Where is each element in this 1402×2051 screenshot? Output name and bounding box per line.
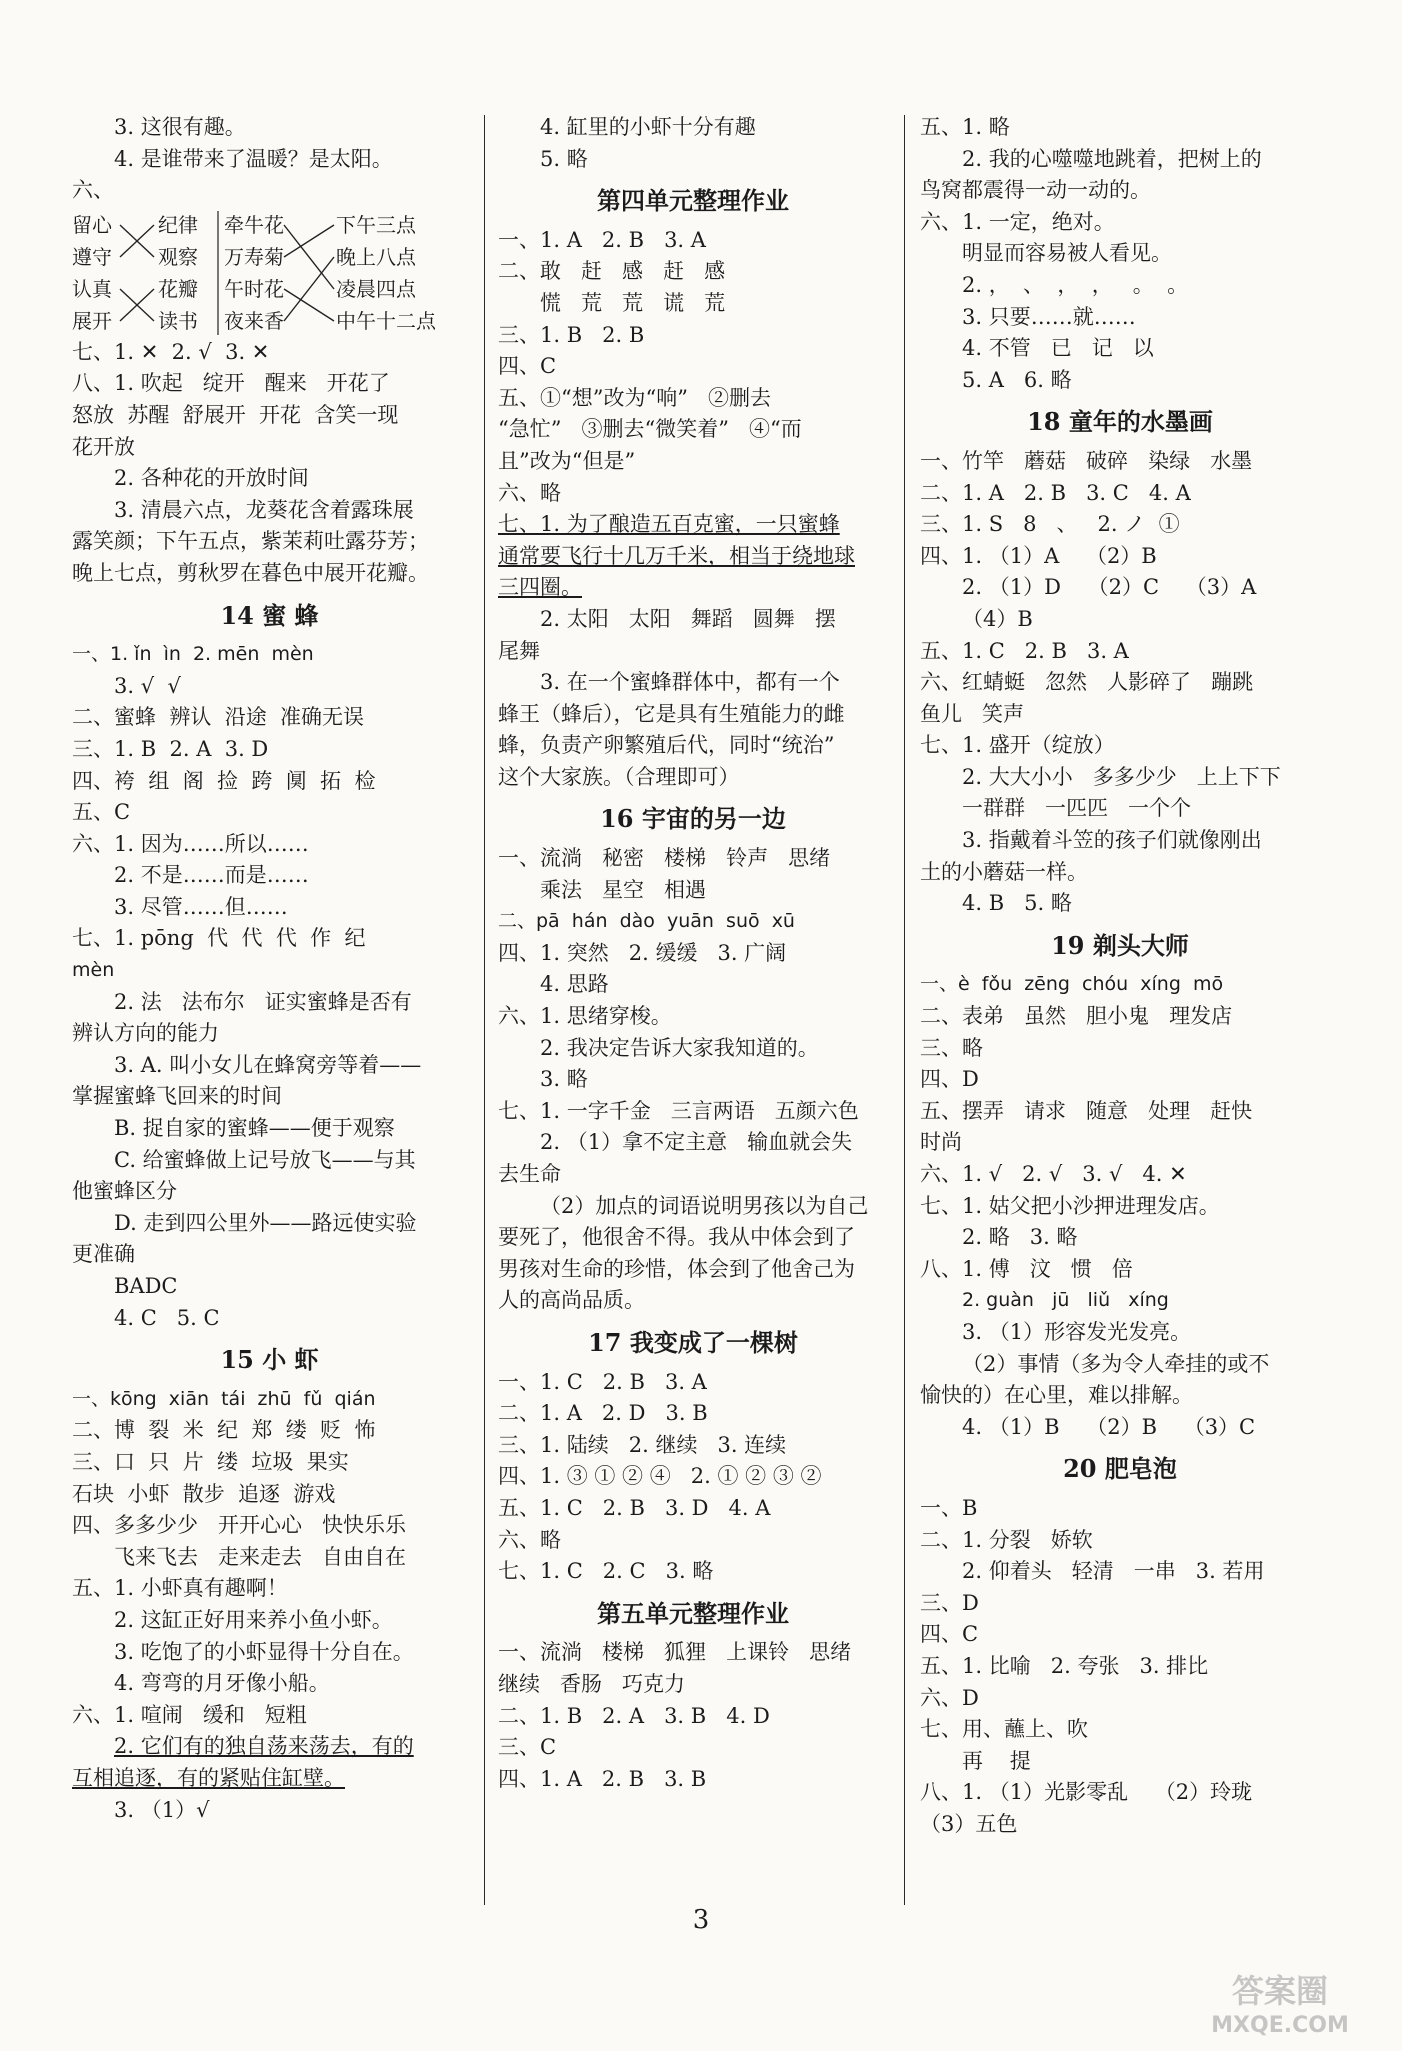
answer-line: 要死了，他很舍不得。我从中体会到了 — [498, 1225, 855, 1250]
answer-line: 一、B — [920, 1495, 978, 1520]
answer-line: 2. 这缸正好用来养小鱼小虾。 — [114, 1607, 393, 1632]
answer-line: 四、1. （1）A （2）B — [920, 543, 1157, 568]
answer-line: 一、1. A 2. B 3. A — [498, 227, 706, 252]
match-item: 花瓣 — [158, 276, 198, 301]
answer-line: 一、流淌 秘密 楼梯 铃声 思绪 — [498, 846, 831, 871]
answer-line: 飞来飞去 走来走去 自由自在 — [114, 1544, 407, 1569]
lesson-heading: 19 剃头大师 — [1051, 930, 1189, 960]
match-flower-column — [224, 209, 284, 337]
answer-line: 鱼儿 笑声 — [920, 701, 1025, 726]
answer-line: 怒放 苏醒 舒展开 开花 含笑一现 — [72, 402, 399, 427]
answer-line: 2. 它们有的独自荡来荡去，有的 — [114, 1734, 414, 1759]
answer-line: 六、略 — [498, 1527, 561, 1552]
answer-line: 4. B 5. 略 — [962, 891, 1072, 916]
answer-line: 慌 荒 荒 谎 荒 — [540, 290, 726, 315]
answer-line: 七、1. 盛开（绽放） — [920, 733, 1115, 758]
answer-line: “急忙” ③删去“微笑着” ④“而 — [498, 417, 802, 442]
unit-heading: 第四单元整理作业 — [597, 186, 789, 216]
answer-line: 四、1. A 2. B 3. B — [498, 1766, 707, 1791]
answer-line: 二、pā hán dào yuān suō xū — [498, 910, 795, 933]
answer-line: 七、1. 一字千金 三言两语 五颜六色 — [498, 1098, 859, 1123]
answer-line: 这个大家族。（合理即可） — [498, 764, 740, 789]
watermark-url: MXQE.COM — [1211, 2013, 1349, 2038]
answer-line: （4）B — [962, 606, 1033, 631]
answer-line: 乘法 星空 相遇 — [540, 877, 707, 902]
answer-line: 愉快的）在心里，难以排解。 — [920, 1383, 1193, 1408]
answer-line: 3. 这很有趣。 — [114, 115, 246, 139]
answer-line: 3. 清晨六点，龙葵花含着露珠展 — [114, 497, 414, 522]
match-item: 中午十二点 — [336, 308, 436, 333]
answer-line: 二、1. 分裂 娇软 — [920, 1527, 1093, 1552]
answer-line: 五、摆弄 请求 随意 处理 赶快 — [920, 1098, 1253, 1123]
answer-line: 六、 — [72, 178, 114, 203]
answer-line: 五、1. C 2. B 3. D 4. A — [498, 1495, 771, 1520]
answer-line: 二、1. A 2. B 3. C 4. A — [920, 480, 1191, 505]
answer-line: 二、博 裂 米 纪 郑 缕 贬 怖 — [72, 1418, 376, 1443]
match-time-column — [336, 209, 436, 337]
answer-line: 五、C — [72, 800, 131, 825]
answer-line: 七、1. C 2. C 3. 略 — [498, 1559, 714, 1584]
watermark-logo — [1180, 1968, 1380, 2040]
match-item: 晚上八点 — [336, 244, 416, 269]
answer-line: 继续 香肠 巧克力 — [498, 1671, 686, 1696]
answer-line: （3）五色 — [920, 1811, 1018, 1836]
match-item: 凌晨四点 — [336, 276, 416, 301]
answer-line: 一群群 一匹匹 一个个 — [962, 796, 1192, 821]
answer-line: 五、1. 小虾真有趣啊！ — [72, 1576, 288, 1601]
answer-line: 3. 在一个蜜蜂群体中，都有一个 — [540, 670, 840, 695]
answer-line: 3. 吃饱了的小虾显得十分自在。 — [114, 1639, 414, 1664]
answer-line: C. 给蜜蜂做上记号放飞——与其 — [114, 1147, 416, 1172]
answer-line: 一、1. C 2. B 3. A — [498, 1369, 707, 1394]
answer-line: 4. 弯弯的月牙像小船。 — [114, 1671, 330, 1696]
column-divider — [904, 115, 905, 1905]
answer-line: 二、敢 赶 感 赶 感 — [498, 259, 726, 284]
answer-line: 三、D — [920, 1590, 979, 1615]
answer-line: 二、1. A 2. D 3. B — [498, 1401, 708, 1426]
answer-line: 2. guàn jū liǔ xíng — [962, 1289, 1169, 1312]
matching-exercise — [72, 209, 467, 337]
answer-line: 4. 缸里的小虾十分有趣 — [540, 115, 756, 139]
answer-line: （2）事情（多为令人牵挂的或不 — [962, 1351, 1270, 1376]
answer-line: 六、1. √ 2. √ 3. √ 4. ✕ — [920, 1162, 1187, 1186]
answer-line: 二、蜜蜂 辨认 沿途 准确无误 — [72, 705, 365, 730]
answer-line: 六、D — [920, 1685, 979, 1710]
answer-line: 三、1. B 2. B — [498, 322, 645, 347]
answer-line: B. 捉自家的蜜蜂——便于观察 — [114, 1116, 395, 1141]
match-item: 遵守 — [72, 244, 112, 269]
answer-line: 3. 只要……就…… — [962, 304, 1136, 329]
answer-line: 3. √ √ — [114, 673, 181, 698]
answer-line: 八、1. 吹起 绽开 醒来 开花了 — [72, 371, 390, 396]
answer-line: 三、C — [498, 1735, 557, 1760]
watermark-text: 答案圈 — [1231, 1972, 1329, 2010]
answer-line: 二、表弟 虽然 胆小鬼 理发店 — [920, 1004, 1233, 1029]
answer-line: 更准确 — [72, 1242, 135, 1267]
answer-line: 一、竹竿 蘑菇 破碎 染绿 水墨 — [920, 448, 1253, 473]
answer-line: 七、用、蘸上、吹 — [920, 1717, 1088, 1742]
answer-line: 辨认方向的能力 — [72, 1021, 219, 1046]
match-item: 纪律 — [158, 212, 198, 237]
answer-line: 通常要飞行十几万千米，相当于绕地球 — [498, 543, 855, 568]
answer-line: 2. 各种花的开放时间 — [114, 466, 309, 491]
match-item: 认真 — [72, 276, 112, 301]
answer-line: 晚上七点，剪秋罗在暮色中展开花瓣。 — [72, 560, 429, 585]
lesson-heading: 17 我变成了一棵树 — [588, 1327, 798, 1357]
answer-line: 3. A. 叫小女儿在蜂窝旁等着—— — [114, 1052, 422, 1077]
answer-line: 4. 思路 — [540, 972, 609, 997]
match-left-column — [72, 209, 112, 337]
match-item: 牵牛花 — [224, 212, 284, 237]
match-item: 夜来香 — [224, 308, 284, 333]
answer-line: 六、1. 思绪穿梭。 — [498, 1004, 672, 1029]
answer-line: D. 走到四公里外——路远使实验 — [114, 1210, 417, 1235]
answer-line: 人的高尚品质。 — [498, 1288, 645, 1313]
answer-line: 鸟窝都震得一动一动的。 — [920, 178, 1151, 203]
answer-line: 2. （1）拿不定主意 输血就会失 — [540, 1130, 853, 1155]
answer-line: 2. 我决定告诉大家我知道的。 — [540, 1035, 819, 1060]
answer-line: 4. C 5. C — [114, 1305, 220, 1330]
answer-line: 2. 仰着头 轻清 一串 3. 若用 — [962, 1559, 1265, 1584]
answer-line: 他蜜蜂区分 — [72, 1179, 177, 1204]
answer-line: 六、1. 因为……所以…… — [72, 831, 309, 856]
answer-line: 3. （1）形容发光发亮。 — [962, 1319, 1192, 1344]
answer-line: 2. ， 、 ， ， 。 。 — [962, 272, 1189, 297]
answer-line: 2. 大大小小 多多少少 上上下下 — [962, 764, 1281, 789]
answer-line: 4. 不管 已 记 以 — [962, 336, 1154, 361]
answer-line: 掌握蜜蜂飞回来的时间 — [72, 1084, 282, 1109]
match-mid-column — [158, 209, 198, 337]
match-item: 读书 — [158, 308, 198, 333]
answer-line: 六、1. 一定，绝对。 — [920, 209, 1115, 234]
answer-line: 八、1. 傅 汶 惯 倍 — [920, 1256, 1133, 1281]
answer-line: 五、1. 略 — [920, 115, 1010, 139]
answer-line: 5. 略 — [540, 146, 588, 171]
match-item: 展开 — [72, 308, 112, 333]
answer-line: 五、①“想”改为“响” ②删去 — [498, 385, 771, 410]
answer-line: 四、袴 组 阁 捡 跨 阒 拓 检 — [72, 768, 376, 793]
answer-line: 3. 略 — [540, 1067, 588, 1092]
answer-line: 六、略 — [498, 480, 561, 505]
answer-line: 且”改为“但是” — [498, 448, 636, 473]
answer-line: 一、1. ǐn ìn 2. mēn mèn — [72, 643, 314, 666]
lesson-heading: 20 肥皂泡 — [1063, 1454, 1177, 1484]
answer-line: 2. 不是……而是…… — [114, 863, 309, 888]
answer-line: 2. 我的心噬噬地跳着，把树上的 — [962, 146, 1262, 171]
answer-line: 石块 小虾 散步 追逐 游戏 — [72, 1481, 336, 1506]
answer-line: 八、1. （1）光影零乱 （2）玲珑 — [920, 1780, 1253, 1805]
unit-heading: 第五单元整理作业 — [597, 1598, 789, 1628]
answer-line: 再 提 — [962, 1748, 1031, 1773]
answer-line: 五、1. 比喻 2. 夸张 3. 排比 — [920, 1653, 1209, 1678]
match-item: 观察 — [158, 244, 198, 269]
answer-line: 4. （1）B （2）B （3）C — [962, 1414, 1256, 1439]
answer-line: 五、1. C 2. B 3. A — [920, 638, 1129, 663]
page-number: 3 — [692, 1905, 710, 1935]
answer-line: 互相追逐，有的紧贴住缸壁。 — [72, 1765, 345, 1790]
answer-line: 七、1. ✕ 2. √ 3. ✕ — [72, 339, 270, 364]
answer-line: 一、è fǒu zēng chóu xíng mō — [920, 973, 1224, 996]
answer-column-1 — [72, 112, 467, 1826]
answer-line: 一、流淌 楼梯 狐狸 上课铃 思绪 — [498, 1640, 852, 1665]
answer-line: 七、1. 姑父把小沙押进理发店。 — [920, 1193, 1220, 1218]
answer-line: 四、1. 突然 2. 缓缓 3. 广阔 — [498, 940, 787, 965]
answer-line: 三、略 — [920, 1035, 983, 1060]
answer-line: 三、1. S 8 、 2. ノ ① — [920, 512, 1180, 537]
answer-line: 三四圈。 — [498, 575, 582, 600]
answer-line: 三、1. B 2. A 3. D — [72, 736, 269, 761]
lesson-heading: 16 宇宙的另一边 — [600, 804, 786, 834]
answer-line: 四、多多少少 开开心心 快快乐乐 — [72, 1513, 407, 1538]
answer-line: 六、1. 喧闹 缓和 短粗 — [72, 1702, 307, 1727]
answer-line: 2. （1）D （2）C （3）A — [962, 575, 1257, 600]
match-item: 留心 — [72, 212, 112, 237]
answer-line: mèn — [72, 959, 115, 982]
answer-line: 七、1. 为了酿造五百克蜜，一只蜜蜂 — [498, 512, 840, 537]
answer-line: 三、口 只 片 缕 垃圾 果实 — [72, 1449, 349, 1474]
answer-line: 露笑颜；下午五点，紫茉莉吐露芬芳； — [72, 529, 429, 554]
answer-line: （2）加点的词语说明男孩以为自己 — [540, 1193, 869, 1218]
answer-line: 时尚 — [920, 1130, 962, 1155]
answer-line: 3. 尽管……但…… — [114, 894, 288, 919]
answer-line: 2. 太阳 太阳 舞蹈 圆舞 摆 — [540, 606, 836, 631]
lesson-heading: 15 小 虾 — [220, 1345, 319, 1375]
match-item: 万寿菊 — [224, 244, 284, 269]
match-item: 午时花 — [224, 276, 284, 301]
answer-line: 土的小蘑菇一样。 — [920, 859, 1088, 884]
answer-line: 三、1. 陆续 2. 继续 3. 连续 — [498, 1432, 787, 1457]
answer-line: 一、kōng xiān tái zhū fǔ qián — [72, 1387, 376, 1410]
answer-line: 二、1. B 2. A 3. B 4. D — [498, 1703, 770, 1728]
answer-line: 七、1. pōng 代 代 代 作 纪 — [72, 926, 366, 951]
answer-line: 蜂王（蜂后），它是具有生殖能力的雌 — [498, 701, 845, 726]
answer-line: 2. 法 法布尔 证实蜜蜂是否有 — [114, 989, 412, 1014]
lesson-heading: 18 童年的水墨画 — [1027, 407, 1213, 437]
answer-line: 3. 指戴着斗笠的孩子们就像刚出 — [962, 828, 1262, 853]
column-divider — [484, 115, 485, 1905]
answer-line: 六、红蜻蜓 忽然 人影碎了 蹦跳 — [920, 670, 1254, 695]
answer-line: BADC — [114, 1274, 178, 1298]
answer-line: 男孩对生命的珍惜，体会到了他舍己为 — [498, 1256, 855, 1281]
match-item: 下午三点 — [336, 212, 416, 237]
answer-line: 四、C — [920, 1622, 979, 1647]
answer-line: 花开放 — [72, 434, 135, 459]
answer-column-3 — [920, 112, 1320, 1840]
answer-column-2 — [498, 112, 888, 1795]
answer-line: 5. A 6. 略 — [962, 367, 1072, 392]
answer-line: 蜂，负责产卵繁殖后代，同时“统治” — [498, 733, 835, 758]
answer-line: 尾舞 — [498, 638, 540, 663]
lesson-heading: 14 蜜 蜂 — [220, 600, 319, 630]
answer-line: 3. （1）√ — [114, 1797, 210, 1822]
answer-line: 明显而容易被人看见。 — [962, 241, 1172, 266]
answer-line: 四、C — [498, 354, 557, 379]
answer-line: 4. 是谁带来了温暖？是太阳。 — [114, 146, 393, 171]
answer-line: 四、D — [920, 1067, 979, 1092]
answer-line: 2. 略 3. 略 — [962, 1225, 1078, 1250]
answer-line: 四、1. ③ ① ② ④ 2. ① ② ③ ② — [498, 1464, 822, 1489]
answer-line: 去生命 — [498, 1162, 561, 1186]
